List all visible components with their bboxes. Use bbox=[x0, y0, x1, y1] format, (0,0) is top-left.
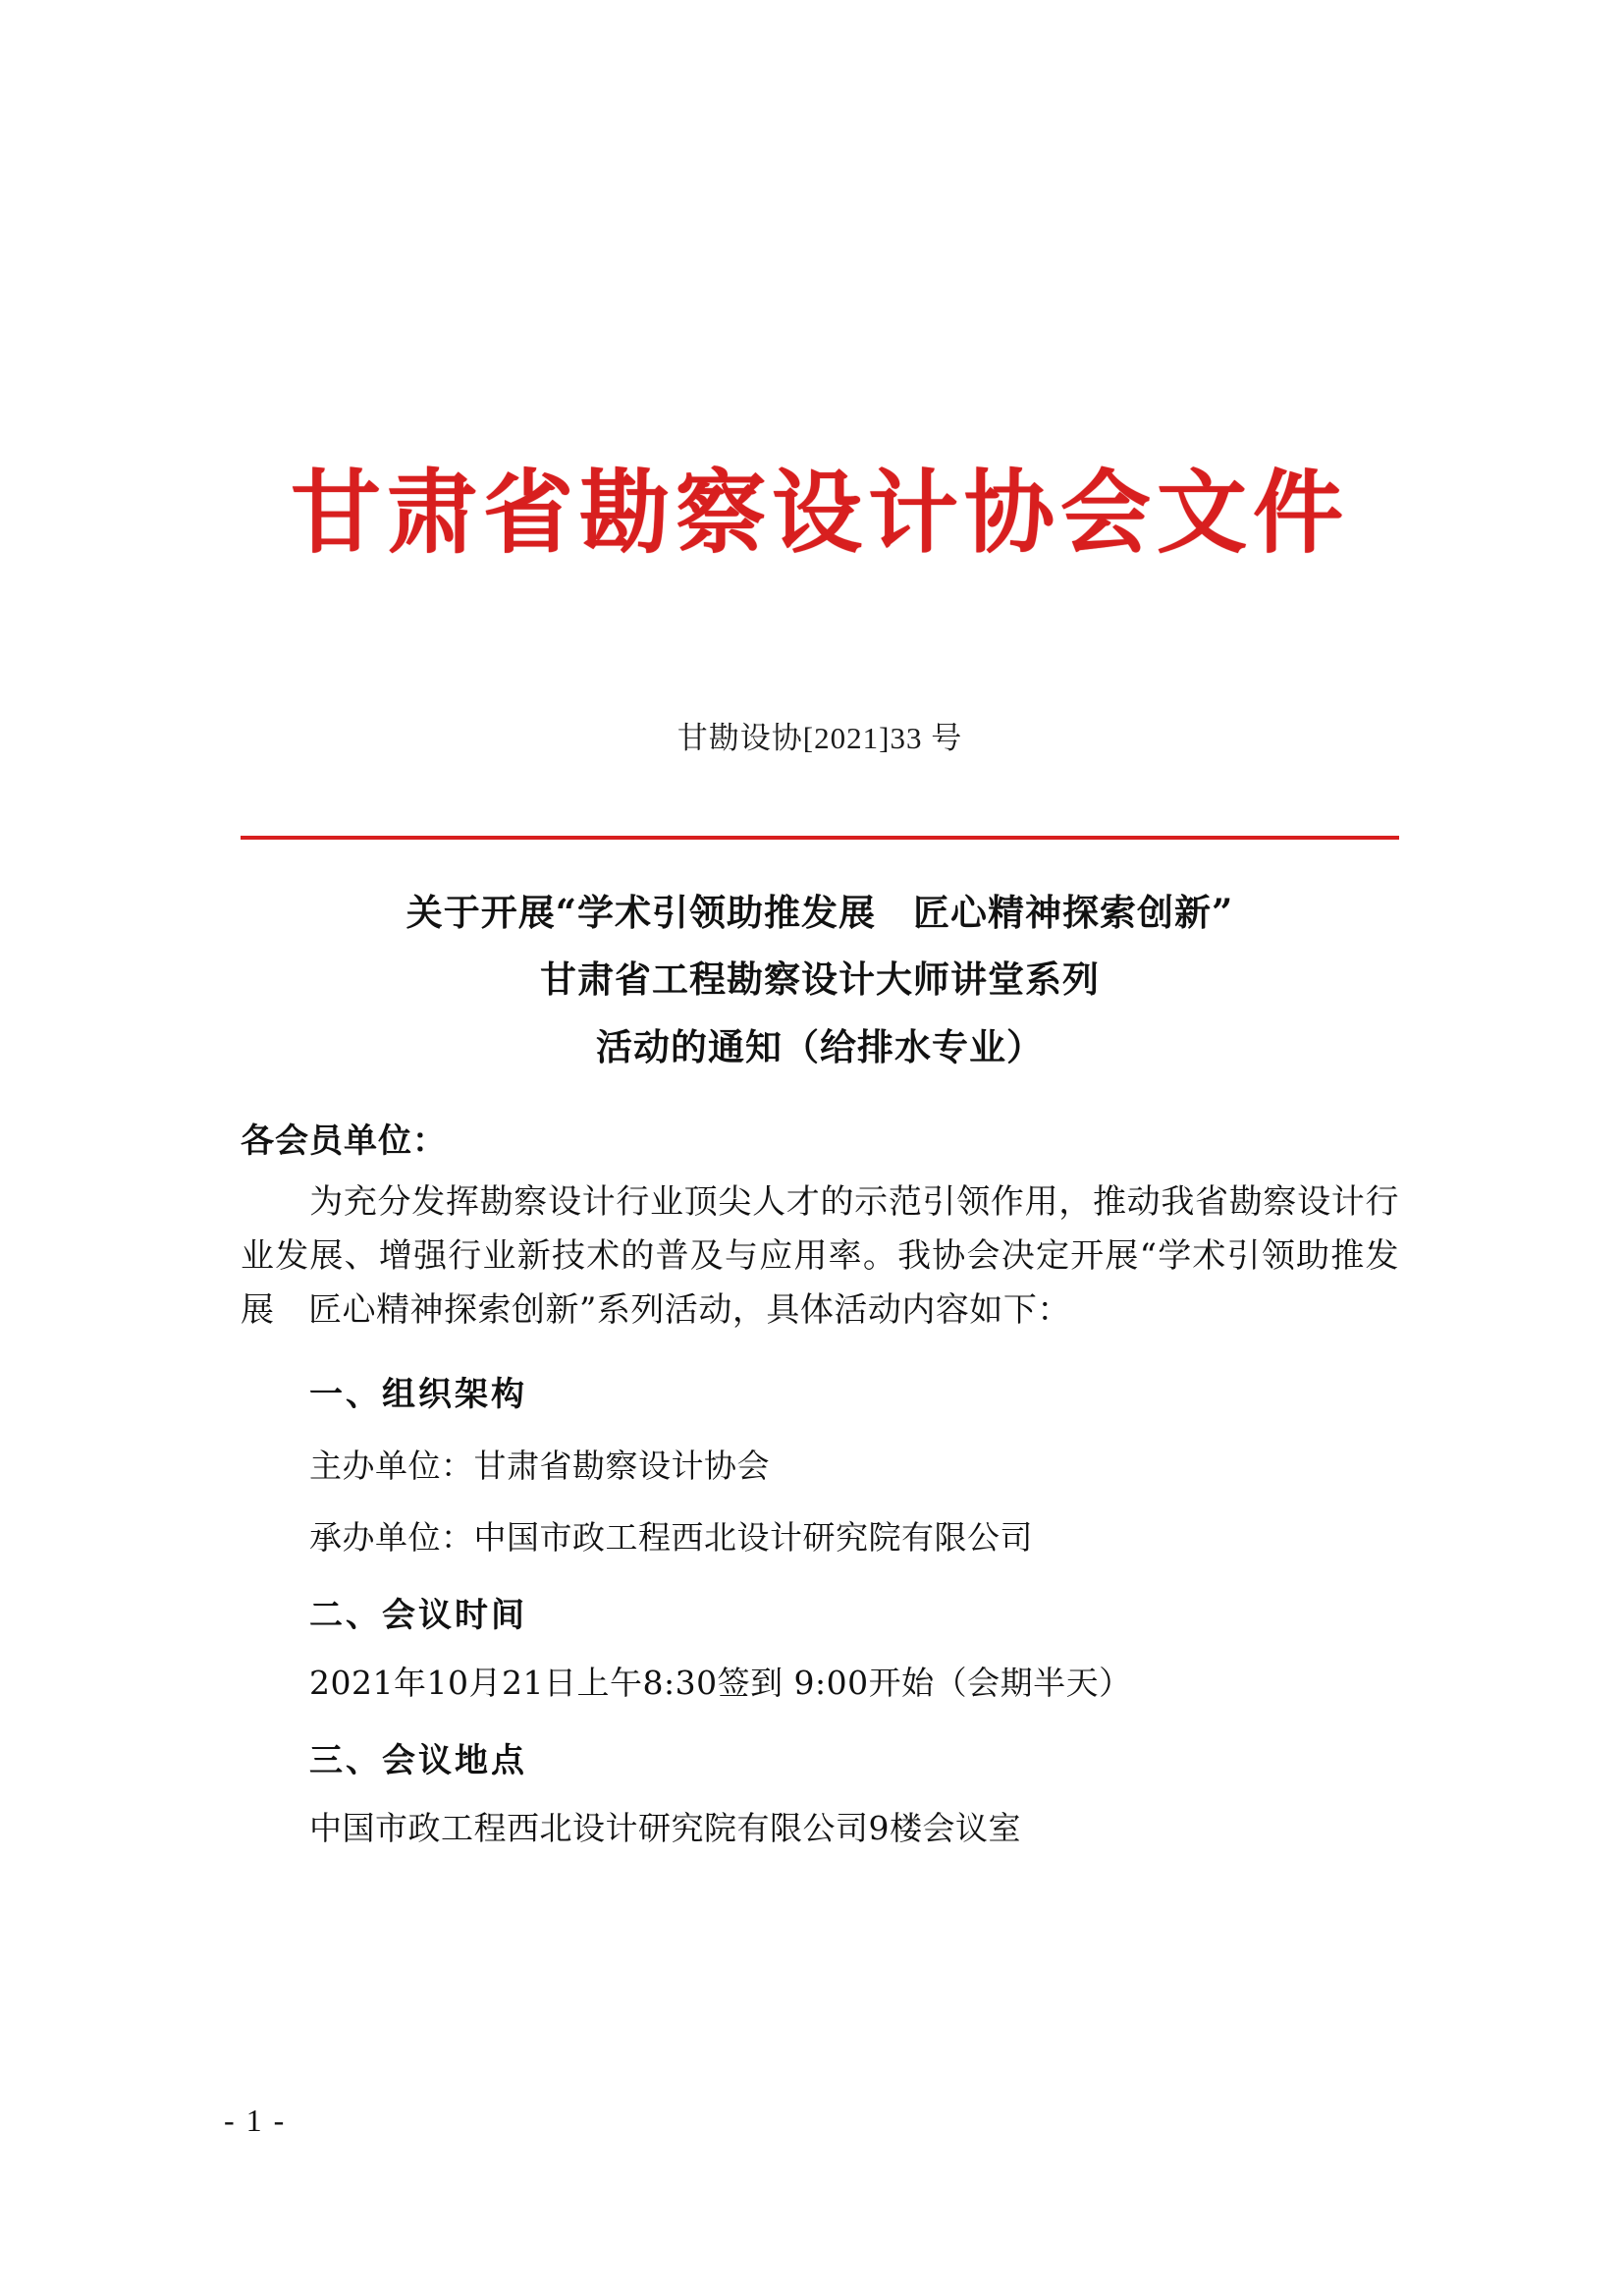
co-organizer-line: 承办单位：中国市政工程西北设计研究院有限公司 bbox=[309, 1518, 1033, 1558]
title-line-3: 活动的通知（给排水专业） bbox=[596, 1024, 1044, 1068]
section-heading-time: 二、会议时间 bbox=[309, 1596, 527, 1636]
organizer-line: 主办单位：甘肃省勘察设计协会 bbox=[309, 1447, 770, 1486]
meeting-time-line: 2021年10月21日上午8:30签到 9:00开始（会期半天） bbox=[309, 1664, 1132, 1703]
page-number: - 1 - bbox=[224, 2103, 287, 2138]
section-heading-location: 三、会议地点 bbox=[309, 1741, 527, 1781]
meeting-location-line: 中国市政工程西北设计研究院有限公司9楼会议室 bbox=[309, 1809, 1021, 1848]
title-line-1: 关于开展“学术引领助推发展 匠心精神探索创新” bbox=[406, 890, 1234, 934]
section-heading-organization: 一、组织架构 bbox=[309, 1375, 527, 1415]
masthead-title: 甘肃省勘察设计协会文件 bbox=[290, 460, 1349, 566]
intro-paragraph-text: 为充分发挥勘察设计行业顶尖人才的示范引领作用，推动我省勘察设计行业发展、增强行业新技术的普及与应用率。我协会决定开展“学术引领助推发展 匠心精神探索创新”系列活动，具体活动内容如下： bbox=[241, 1182, 1399, 1331]
red-divider-rule bbox=[241, 836, 1399, 840]
document-title bbox=[241, 879, 1399, 1080]
document-number: 甘勘设协[2021]33 号 bbox=[676, 720, 963, 755]
title-line-2: 甘肃省工程勘察设计大师讲堂系列 bbox=[540, 957, 1100, 1002]
intro-paragraph bbox=[241, 1175, 1399, 1338]
salutation: 各会员单位： bbox=[241, 1121, 447, 1162]
document-body bbox=[241, 462, 1399, 1849]
